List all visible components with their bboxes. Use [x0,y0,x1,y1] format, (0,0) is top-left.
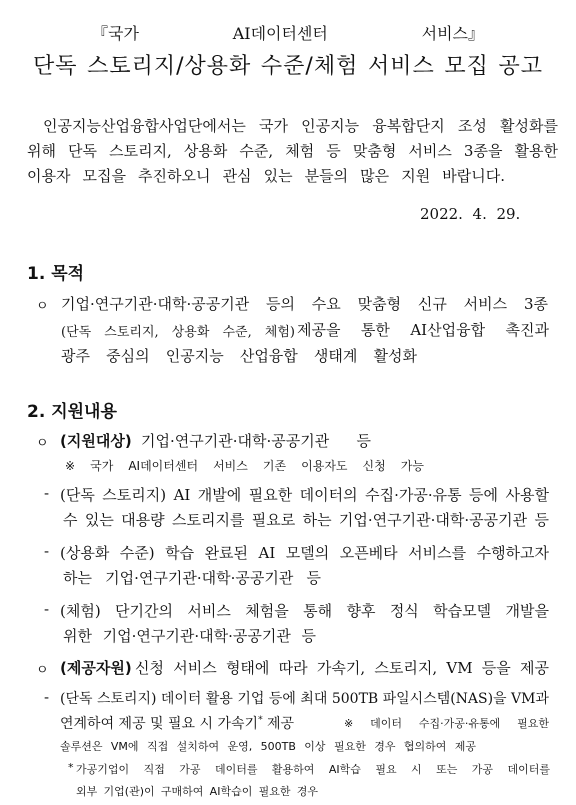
notice-title: 단독 스토리지/상용화 수준/체험 서비스 모집 공고 [33,54,543,79]
footnote-mark: * [68,761,74,774]
storage-line-1: (단독 스토리지) 데이터 활용 기업 등에 최대 500TB 파일시스템(NAS)을 VM과 [60,691,549,707]
section-1-heading: 1. 목적 [27,264,85,284]
item-1-line-2: 수 있는 대용량 스토리지를 필요로 하는 기업·연구기관·대학·공공기관 등 [63,511,549,529]
provision-text: 신청 서비스 형태에 따라 가속기, 스토리지, VM 등을 제공 [135,659,550,677]
item-2-line-2: 하는 기업·연구기관·대학·공공기관 등 [63,569,321,587]
section-1-bullet: ㅇ [36,299,49,314]
item-1-dash: - [44,484,50,502]
section-1-line-1: 기업·연구기관·대학·공공기관 등의 수요 맞춤형 신규 서비스 3종 [61,295,549,313]
storage-dash: - [44,688,50,706]
notice-subtitle: 『국가 AI데이터센터 서비스』 [92,24,485,43]
storage-line-2-note: ※ 데이터 수집·가공·유통에 필요한 [344,717,550,730]
provision-label: (제공자원) [60,659,132,677]
intro-line-3: 이용자 모집을 추진하오니 관심 있는 분들의 많은 지원 바랍니다. [27,167,505,185]
section-1-line-3: 광주 중심의 인공지능 산업융합 생태계 활성화 [61,347,418,365]
notice-date: 2022. 4. 29. [420,205,521,223]
storage-line-2 [60,713,294,733]
item-3-line-2: 위한 기업·연구기관·대학·공공기관 등 [63,627,316,645]
storage-line-2-end: 제공 [262,716,295,732]
storage-line-2-sup: * [258,715,263,726]
section-1-line-2-small: (단독 스토리지, 상용화 수준, 체험) [61,325,295,340]
target-text: 기업·연구기관·대학·공공기관 등 [141,432,371,450]
section-1-line-2-rest: 제공을 통한 AI산업융합 촉진과 [297,321,549,339]
item-2-dash: - [44,542,50,560]
intro-line-1: 인공지능산업융합사업단에서는 국가 인공지능 융복합단지 조성 활성화를 [43,117,558,135]
target-bullet: ㅇ [36,436,49,451]
target-note: ※ 국가 AI데이터센터 서비스 기존 이용자도 신청 가능 [65,459,424,473]
footnote-line-1: 가공기업이 직접 가공 데이터를 활용하여 AI학습 필요 시 또는 가공 데이터를 [76,763,551,776]
target-label: (지원대상) [60,432,132,450]
provision-bullet: ㅇ [36,663,49,678]
intro-line-2: 위해 단독 스토리지, 상용화 수준, 체험 등 맞춤형 서비스 3종을 활용한 [27,142,558,160]
item-3-line-1: (체험) 단기간의 서비스 체험을 통해 향후 정식 학습모델 개발을 [60,602,549,620]
section-2-heading: 2. 지원내용 [27,402,117,422]
footnote-line-2: 외부 기업(관)이 구매하여 AI학습이 필요한 경우 [76,785,319,798]
item-3-dash: - [44,600,50,618]
item-2-line-1: (상용화 수준) 학습 완료된 AI 모델의 오픈베타 서비스를 수행하고자 [60,544,550,562]
item-1-line-1: (단독 스토리지) AI 개발에 필요한 데이터의 수집·가공·유통 등에 사용할 [60,486,549,504]
storage-line-2-main: 연계하여 제공 및 필요 시 가속기 [60,716,259,732]
storage-line-3: 솔루션은 VM에 직접 설치하여 운영, 500TB 이상 필요한 경우 협의하여 제공 [60,740,477,753]
